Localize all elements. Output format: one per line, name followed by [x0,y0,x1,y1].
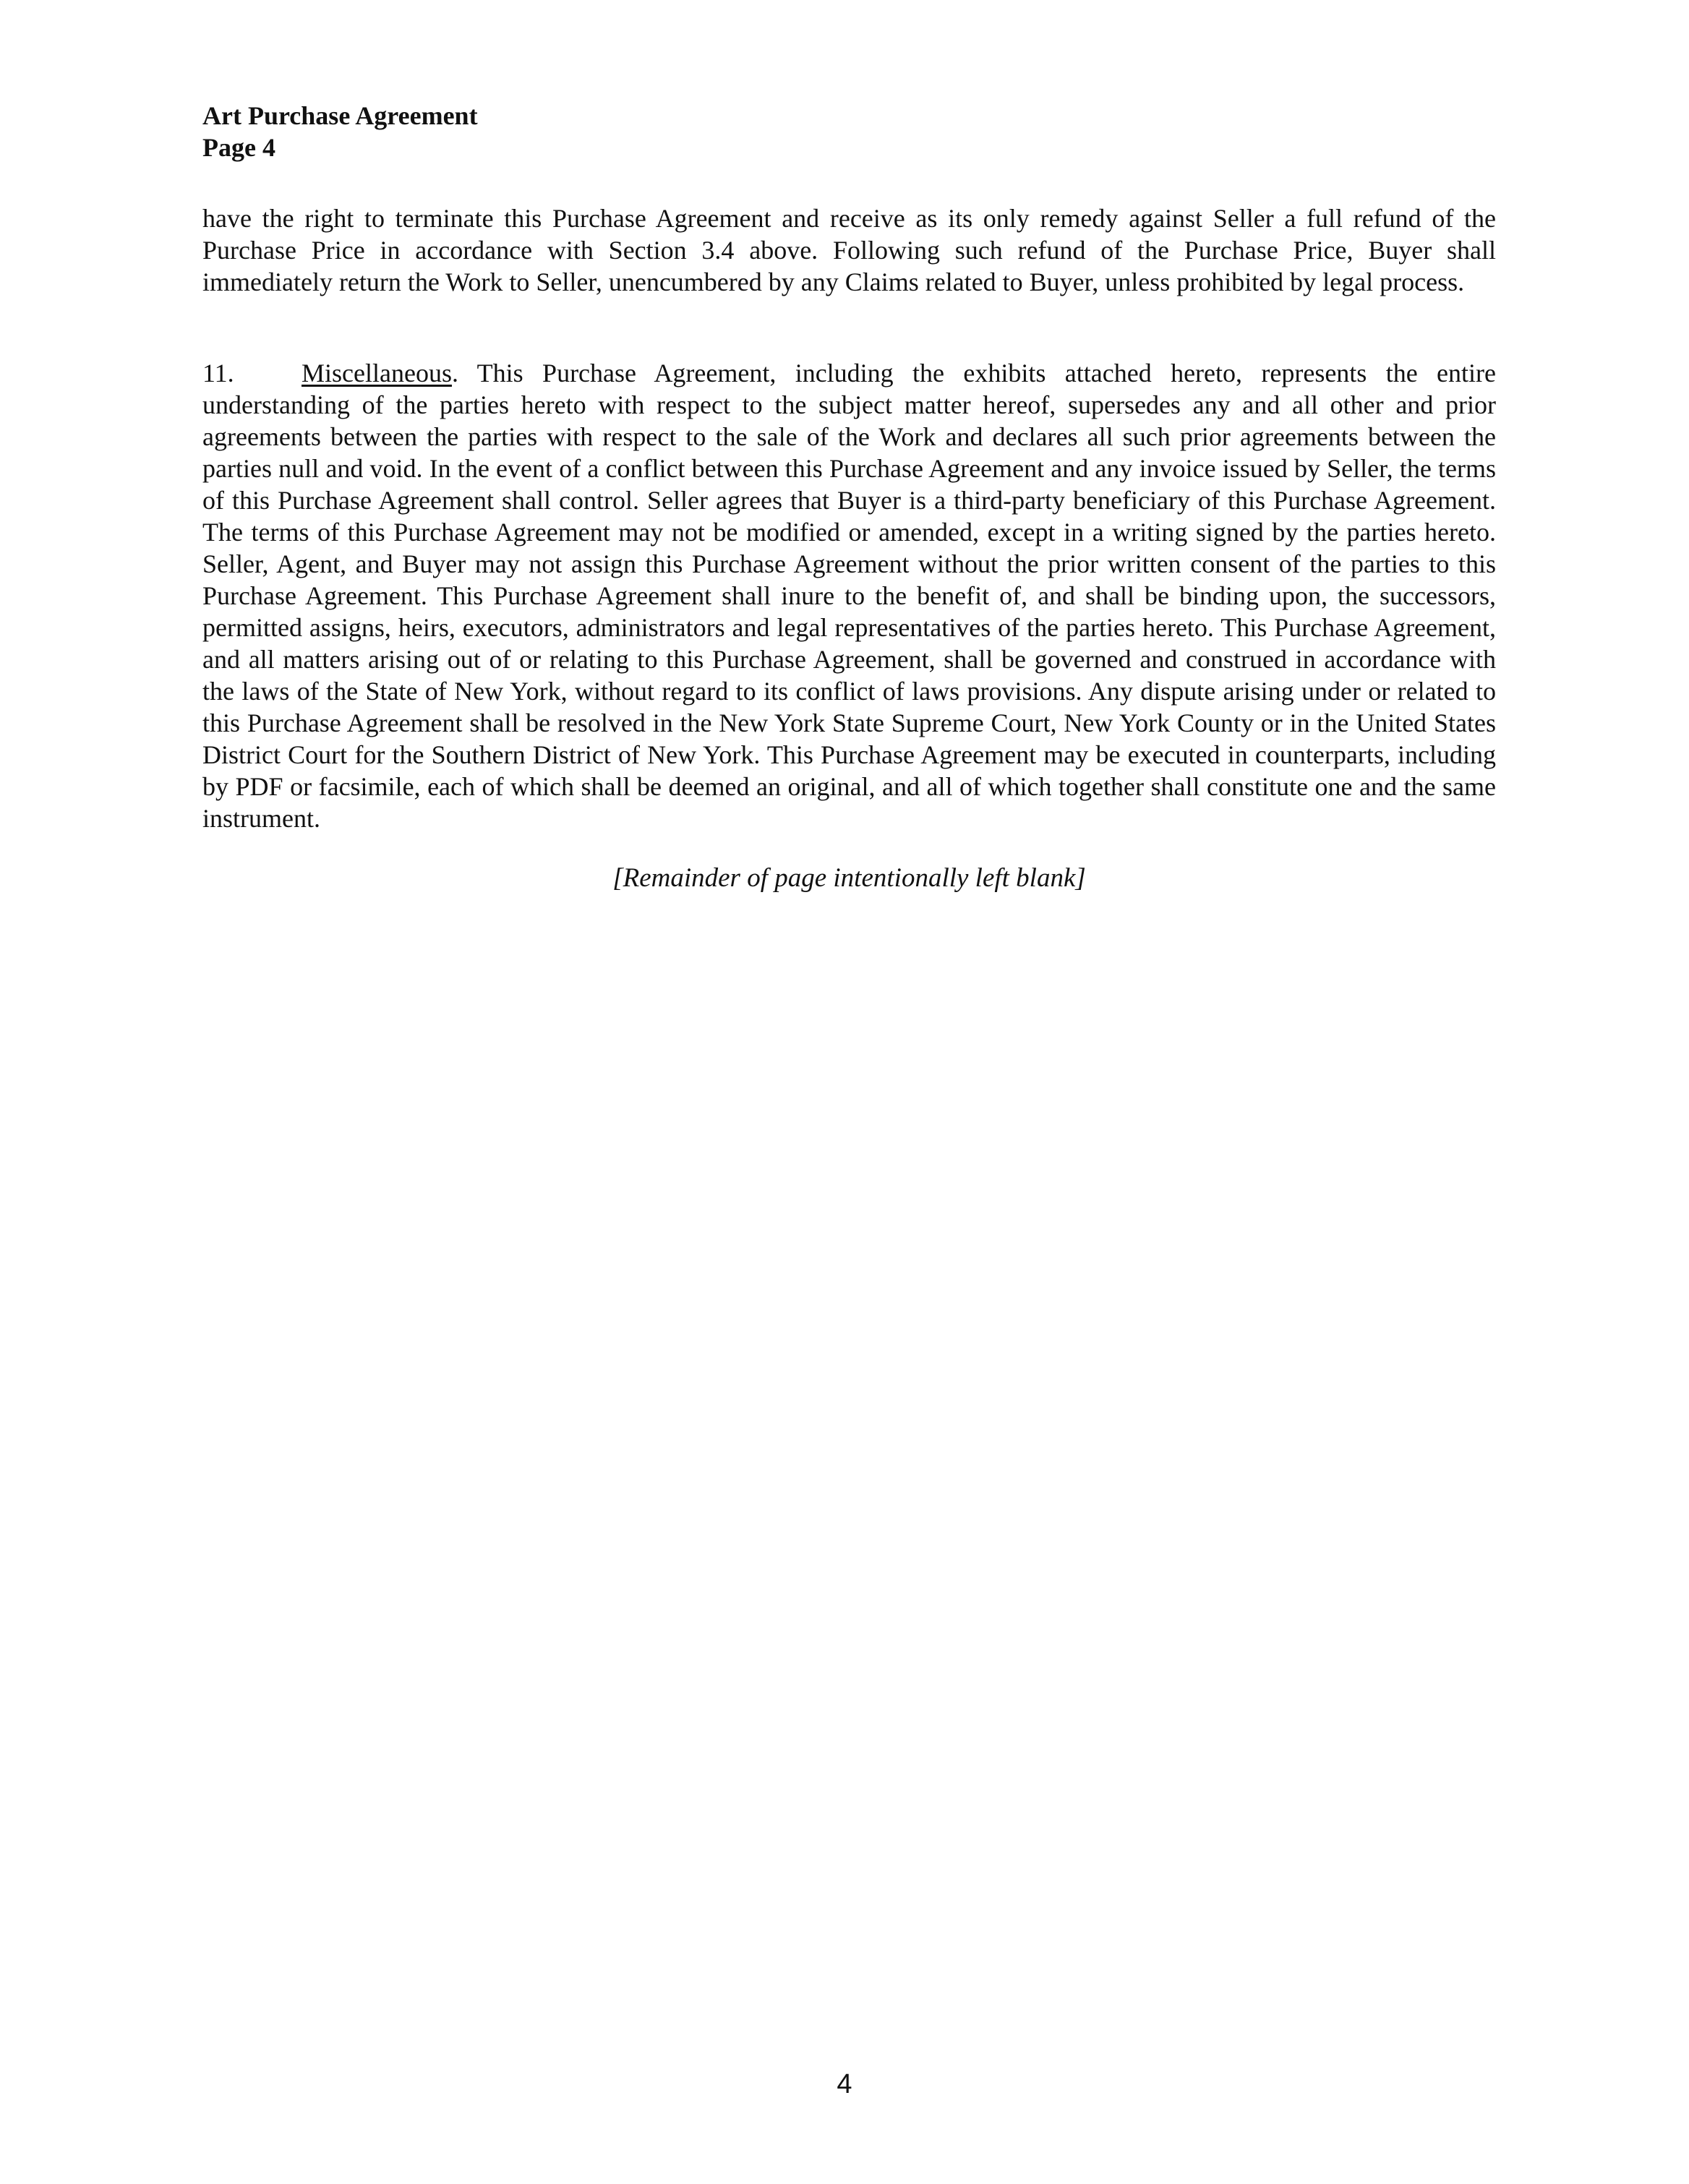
page-label: Page 4 [202,133,275,162]
continued-paragraph: have the right to terminate this Purchase Agreement and receive as its only remedy against Seller a full refund of the Purchase Price in accordance with Section 3.4 above. Following such refund of the Purchase Price, Buyer shall immediately return the Work to Seller, unencumbered by any Claims related to Buyer, unless prohibited by legal process. [202,204,1496,296]
section-number: 11. [202,359,234,387]
section-heading: Miscellaneous [302,359,452,387]
page-number: 4 [837,2069,852,2099]
section-text: . This Purchase Agreement, including the exhibits attached hereto, represents the entire understanding of the parties hereto with respect to the subject matter hereof, supersedes any and all other and prior agreements between the parties with respect to the sale of the Work and declares all such prior agreements between the parties null and void. In the event of a conflict between this Purchase Agreement and any invoice issued by Seller, the terms of this Purchase Agreement shall control. Seller agrees that Buyer is a third-party beneficiary of this Purchase Agreement. The terms of this Purchase Agreement may not be modified or amended, except in a writing signed by the parties hereto. Seller, Agent, and Buyer may not assign this Purchase Agreement without the prior written consent of the parties to this Purchase Agreement. This Purchase Agreement shall inure to the benefit of, and shall be binding upon, the successors, permitted assigns, heirs, executors, administrators and legal representatives of the parties hereto. This Purchase Agreement, and all matters arising out of or relating to this Purchase Agreement, shall be governed and construed in accordance with the laws of the State of New York, without regard to its conflict of laws provisions. Any dispute arising under or related to this Purchase Agreement shall be resolved in the New York State Supreme Court, New York County or in the United States District Court for the Southern District of New York. This Purchase Agreement may be executed in counterparts, including by PDF or facsimile, each of which shall be deemed an original, and all of which together shall constitute one and the same instrument. [202,359,1496,833]
miscellaneous-paragraph [202,357,1496,834]
remainder-note: [Remainder of page intentionally left blank] [612,863,1086,893]
page-header [202,100,853,163]
document-title: Art Purchase Agreement [202,101,478,130]
